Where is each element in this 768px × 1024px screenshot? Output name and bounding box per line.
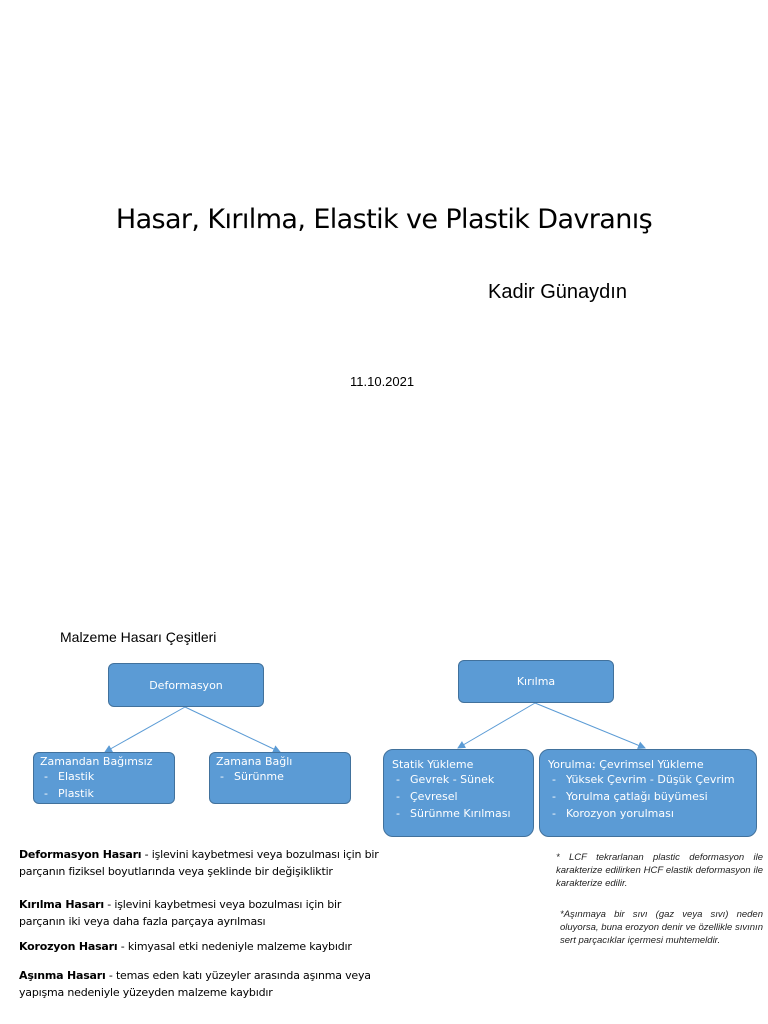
- list-item: - Yorulma çatlağı büyümesi: [548, 788, 748, 805]
- author-name: Kadir Günaydın: [488, 281, 627, 303]
- yorulma-heading: Yorulma: Çevrimsel Yükleme: [548, 758, 704, 771]
- list-item: - Korozyon yorulması: [548, 805, 748, 822]
- yorulma-box: [539, 749, 757, 837]
- definition-korozyon: [19, 938, 399, 955]
- deformasyon-label: Deformasyon: [149, 678, 223, 692]
- definition-term: Korozyon Hasarı: [19, 940, 118, 953]
- statik-yukleme-box: [383, 749, 534, 837]
- statik-yukleme-heading: Statik Yükleme: [392, 758, 474, 771]
- deformasyon-box: [108, 663, 264, 707]
- list-item: - Sürünme: [216, 768, 344, 785]
- connector-deformasyon-zamandan: [105, 707, 185, 752]
- definition-asinma: [19, 967, 394, 1001]
- list-item: - Çevresel: [392, 788, 525, 805]
- definition-term: Deformasyon Hasarı: [19, 848, 142, 861]
- definition-term: Aşınma Hasarı: [19, 969, 106, 982]
- zamandan-bagimsiz-heading: Zamandan Bağımsız: [40, 755, 153, 768]
- zamandan-bagimsiz-box: [33, 752, 175, 804]
- kirilma-label: Kırılma: [516, 675, 556, 688]
- section-title: Malzeme Hasarı Çeşitleri: [60, 629, 217, 645]
- connector-kirilma-statik: [458, 703, 535, 748]
- definition-kirilma: [19, 896, 384, 930]
- list-item: - Sürünme Kırılması: [392, 805, 525, 822]
- kirilma-box: [458, 660, 614, 703]
- zamana-bagli-box: [209, 752, 351, 804]
- definition-text: - temas eden katı yüzeyler arasında aşınma veya yapışma nedeniyle yüzeyden malzeme kaybıdır: [19, 969, 371, 999]
- list-item: - Gevrek - Sünek: [392, 771, 525, 788]
- list-item: - Yüksek Çevrim - Düşük Çevrim: [548, 771, 748, 788]
- list-item: - Plastik: [40, 785, 168, 802]
- connector-kirilma-yorulma: [535, 703, 645, 748]
- connector-deformasyon-zamana: [185, 707, 280, 752]
- note-lcf-hcf: * LCF tekrarlanan plastic deformasyon ile karakterize edilirken HCF elastik deformasyon ile karakterize edilir.: [556, 852, 763, 889]
- definition-deformasyon: [19, 846, 389, 880]
- note-erozyon: *Aşınmaya bir sıvı (gaz veya sıvı) neden oluyorsa, buna erozyon denir ve özellikle sıvının sert parçacıklar içermesi muhtemeldir.: [560, 909, 763, 946]
- definition-text: - işlevini kaybetmesi veya bozulması için bir parçanın iki veya daha fazla parçaya ayrılması: [19, 898, 342, 928]
- definition-term: Kırılma Hasarı: [19, 898, 104, 911]
- definition-text: - kimyasal etki nedeniyle malzeme kaybıdır: [117, 940, 352, 953]
- page-title: Hasar, Kırılma, Elastik ve Plastik Davranış: [115, 204, 653, 235]
- definition-text: - işlevini kaybetmesi veya bozulması için bir parçanın fiziksel boyutlarında veya şeklinde bir değişikliktir: [19, 848, 379, 878]
- list-item: - Elastik: [40, 768, 168, 785]
- zamana-bagli-heading: Zamana Bağlı: [216, 755, 293, 768]
- date-label: 11.10.2021: [350, 374, 415, 389]
